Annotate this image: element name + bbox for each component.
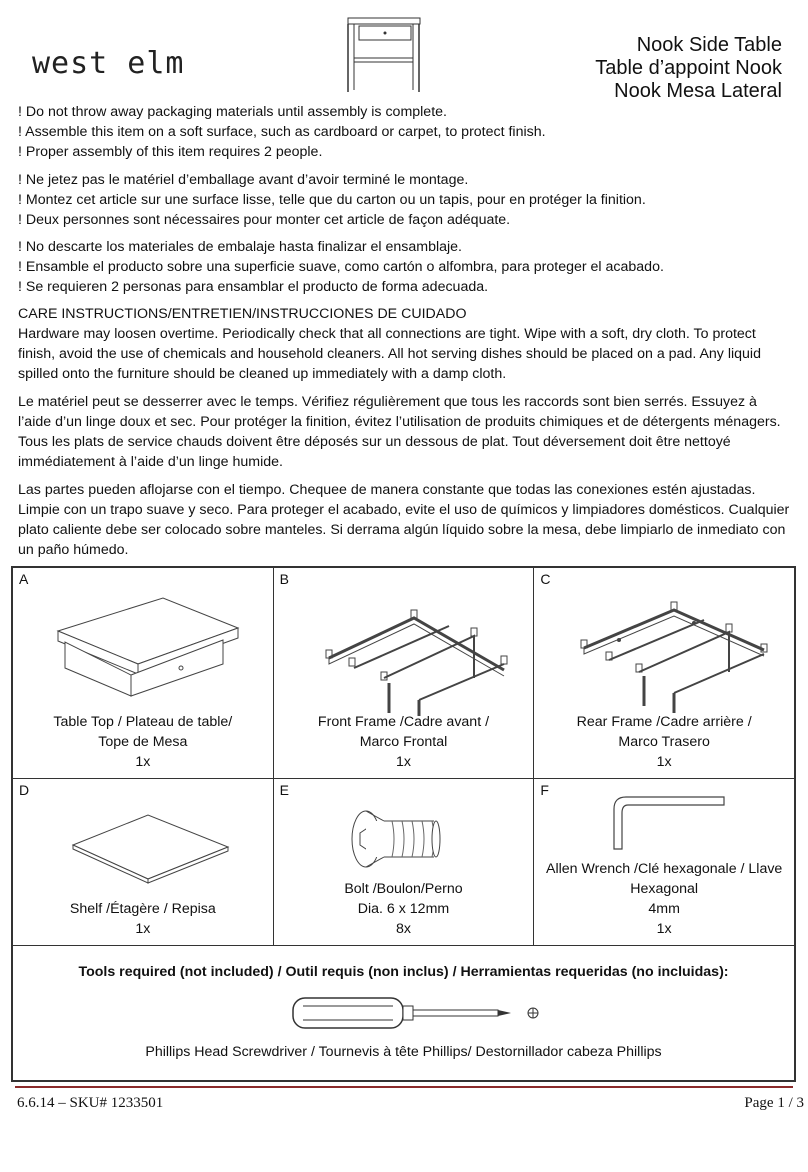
part-qty: 8x xyxy=(395,921,411,937)
warnings-fr xyxy=(18,170,646,230)
part-c xyxy=(534,568,794,778)
part-caption xyxy=(13,712,273,772)
title-fr: Table d’appoint Nook xyxy=(595,57,782,79)
part-size: 4mm xyxy=(648,901,680,917)
part-name: Tope de Mesa xyxy=(98,734,188,750)
part-letter: E xyxy=(279,782,289,798)
warning-line: ! Montez cet article sur une surface lisse, telle que du carton ou un tapis, pour en protéger la finition. xyxy=(18,192,646,208)
warnings-en xyxy=(18,102,546,162)
warning-line: ! Ensamble el producto sobre una superficie suave, como cartón o alfombra, para proteger el acabado. xyxy=(18,259,664,275)
part-letter: F xyxy=(540,782,549,798)
part-qty: 1x xyxy=(135,754,151,770)
tools-section xyxy=(13,946,794,1080)
part-qty: 1x xyxy=(656,754,672,770)
part-name: Rear Frame /Cadre arrière / xyxy=(576,714,752,730)
part-name: Marco Trasero xyxy=(618,734,710,750)
warning-line: ! Proper assembly of this item requires 2 people. xyxy=(18,144,323,160)
screwdriver-illustration xyxy=(283,994,553,1044)
warnings-es xyxy=(18,237,664,297)
warning-line: ! Assemble this item on a soft surface, such as cardboard or carpet, to protect finish. xyxy=(18,124,546,140)
rear-frame-illustration xyxy=(534,588,794,718)
part-b xyxy=(274,568,534,778)
care-heading: CARE INSTRUCTIONS/ENTRETIEN/INSTRUCCIONES DE CUIDADO xyxy=(18,306,467,322)
part-name: Allen Wrench /Clé hexagonale / Llave xyxy=(545,861,783,877)
part-name: Bolt /Boulon/Perno xyxy=(344,881,463,897)
part-caption xyxy=(534,712,794,772)
shelf-illustration xyxy=(13,797,273,897)
part-a xyxy=(13,568,273,778)
page-number: Page 1 / 3 xyxy=(744,1095,804,1111)
parts-table xyxy=(11,566,796,1082)
part-name: Dia. 6 x 12mm xyxy=(357,901,450,917)
part-qty: 1x xyxy=(395,754,411,770)
part-name: Shelf /Étagère / Repisa xyxy=(69,901,216,917)
part-letter: D xyxy=(19,782,30,798)
title-en: Nook Side Table xyxy=(636,34,782,56)
part-e xyxy=(274,779,534,945)
part-f xyxy=(534,779,794,945)
part-d xyxy=(13,779,273,945)
part-caption xyxy=(274,712,534,772)
care-en: Hardware may loosen overtime. Periodically check that all connections are tight. Wipe with a soft, dry cloth. To protect finish, avoid the use of chemicals and household cleaners. All hot serving dishes should be placed on a pad. Any liquid spilled onto the furniture should be cleaned up immediately with a damp cloth. xyxy=(18,326,761,382)
part-qty: 1x xyxy=(656,921,672,937)
warning-line: ! Deux personnes sont nécessaires pour monter cet article de façon adéquate. xyxy=(18,212,511,228)
part-caption xyxy=(274,879,534,939)
warning-line: ! Ne jetez pas le matériel d’emballage avant d’avoir terminé le montage. xyxy=(18,172,469,188)
part-qty: 1x xyxy=(135,921,151,937)
part-letter: C xyxy=(540,571,551,587)
part-caption xyxy=(534,859,794,939)
part-name: Front Frame /Cadre avant / xyxy=(317,714,490,730)
part-letter: B xyxy=(279,571,289,587)
brand-logo: west elm xyxy=(32,46,185,81)
product-titles xyxy=(595,34,782,103)
care-fr: Le matériel peut se desserrer avec le temps. Vérifiez régulièrement que tous les raccords sont bien serrés. Essuyez à l’aide d’un linge doux et sec. Pour protéger la finition, évitez l’utilisation de produits chimiques et de détergents ménagers. Tous les plats de service chauds doivent être déposés sur un dessous de plat. Tout déversement doit être nettoyé immédiatement à l’aide d’un linge humide. xyxy=(18,394,781,470)
allen-wrench-illustration xyxy=(534,789,794,859)
care-section xyxy=(18,304,790,560)
part-caption xyxy=(13,899,273,939)
product-thumbnail xyxy=(345,14,425,94)
tools-item: Phillips Head Screwdriver / Tournevis à tête Phillips/ Destornillador cabeza Phillips xyxy=(145,1044,662,1060)
warning-line: ! Do not throw away packaging materials until assembly is complete. xyxy=(18,104,447,120)
table-top-illustration xyxy=(13,586,273,706)
warning-line: ! No descarte los materiales de embalaje hasta finalizar el ensamblaje. xyxy=(18,239,462,255)
bolt-illustration xyxy=(274,799,534,879)
part-letter: A xyxy=(19,571,29,587)
footer-rule xyxy=(15,1086,793,1088)
part-name: Marco Frontal xyxy=(359,734,448,750)
part-name: Table Top / Plateau de table/ xyxy=(53,714,233,730)
care-es: Las partes pueden aflojarse con el tiempo. Chequee de manera constante que todas las conexiones estén ajustadas. Limpie con un trapo suave y seco. Para proteger el acabado, evite el uso de químicos y limpiadores domésticos. Cualquier plato caliente debe ser colocado sobre manteles. Si derrama algún líquido sobre la mesa, debe limpiarlo de inmediato con un paño húmedo. xyxy=(18,482,790,558)
part-name: Hexagonal xyxy=(630,881,699,897)
front-frame-illustration xyxy=(274,588,534,718)
tools-heading: Tools required (not included) / Outil requis (non inclus) / Herramientas requeridas (no incluidas): xyxy=(78,964,729,980)
footer-sku: 6.6.14 – SKU# 1233501 xyxy=(17,1095,164,1111)
title-es: Nook Mesa Lateral xyxy=(614,80,782,102)
warning-line: ! Se requieren 2 personas para ensamblar el producto de forma adecuada. xyxy=(18,279,489,295)
